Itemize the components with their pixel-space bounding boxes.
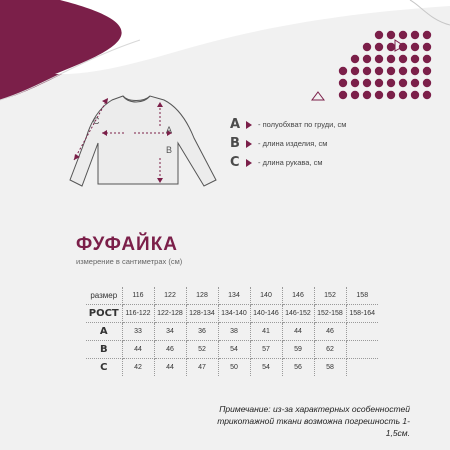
decorative-dot [363, 43, 371, 51]
table-cell: 54 [250, 359, 282, 377]
table-header-cell: 116 [122, 287, 154, 305]
product-subtitle: измерение в сантиметрах (см) [76, 257, 183, 266]
legend-row-b [230, 135, 346, 152]
table-cell: 47 [186, 359, 218, 377]
table-cell: 122-128 [154, 305, 186, 323]
decorative-dot [339, 79, 347, 87]
decorative-dot [375, 79, 383, 87]
table-cell: A [86, 323, 122, 341]
table-cell: 33 [122, 323, 154, 341]
legend-text: - полуобхват по груди, см [258, 120, 347, 129]
table-cell [346, 359, 378, 377]
decorative-dot [411, 43, 419, 51]
table-row [86, 323, 378, 341]
decorative-dot [399, 79, 407, 87]
garment-diagram [68, 88, 228, 198]
legend-arrow-icon [246, 159, 252, 167]
decorative-dot [423, 67, 431, 75]
decorative-dot [423, 55, 431, 63]
decorative-dot [423, 91, 431, 99]
legend-letter: B [230, 136, 240, 151]
legend-arrow-icon [246, 121, 252, 129]
diagram-label-a: A [166, 125, 173, 135]
table-cell: B [86, 341, 122, 359]
legend-arrow-icon [246, 140, 252, 148]
decorative-dot [351, 79, 359, 87]
table-cell: 146-152 [282, 305, 314, 323]
decorative-dot [423, 79, 431, 87]
table-row [86, 359, 378, 377]
legend-text: - длина изделия, см [258, 139, 328, 148]
decorative-dot [399, 91, 407, 99]
decorative-dot [363, 79, 371, 87]
legend-row-a [230, 116, 346, 133]
table-cell: 56 [282, 359, 314, 377]
note-line: трикотажной ткани возможна погрешность 1-1,5см. [217, 416, 410, 438]
decorative-dot [411, 55, 419, 63]
legend-letter: C [230, 155, 240, 170]
decorative-dot [375, 91, 383, 99]
decorative-dot [411, 79, 419, 87]
table-cell: 116-122 [122, 305, 154, 323]
decorative-dot [399, 31, 407, 39]
table-row [86, 305, 378, 323]
decorative-dot [411, 31, 419, 39]
legend-text: - длина рукава, см [258, 158, 323, 167]
table-cell: 46 [154, 341, 186, 359]
table-row [86, 341, 378, 359]
table-header-cell: 128 [186, 287, 218, 305]
decorative-dot [363, 67, 371, 75]
decorative-dot [387, 55, 395, 63]
table-cell: 152-158 [314, 305, 346, 323]
decorative-dot [387, 67, 395, 75]
decorative-dots [335, 28, 439, 102]
measurement-legend [230, 116, 346, 173]
table-cell: 134-140 [218, 305, 250, 323]
table-cell: 58 [314, 359, 346, 377]
decorative-dot [387, 43, 395, 51]
diagram-label-b: B [166, 145, 173, 155]
decorative-dot [411, 91, 419, 99]
table-cell: C [86, 359, 122, 377]
table-cell: 34 [154, 323, 186, 341]
decorative-dot [351, 91, 359, 99]
decorative-dot [411, 67, 419, 75]
decorative-dot [375, 31, 383, 39]
decorative-dot [387, 91, 395, 99]
table-header-cell: размер [86, 287, 122, 305]
decorative-dot [351, 67, 359, 75]
table-header-cell: 134 [218, 287, 250, 305]
table-cell: РОСТ [86, 305, 122, 323]
note-line: Примечание: из-за характерных особенностей [219, 404, 410, 414]
table-cell: 50 [218, 359, 250, 377]
table-header-cell: 152 [314, 287, 346, 305]
decorative-dot [351, 55, 359, 63]
decorative-dot [375, 67, 383, 75]
table-cell: 59 [282, 341, 314, 359]
table-cell: 44 [282, 323, 314, 341]
decorative-dot [399, 67, 407, 75]
decorative-dot [339, 67, 347, 75]
table-cell: 44 [122, 341, 154, 359]
decorative-dot [339, 91, 347, 99]
table-header-row [86, 287, 378, 305]
table-cell: 46 [314, 323, 346, 341]
product-title: ФУФАЙКА [76, 234, 179, 255]
legend-letter: A [230, 117, 241, 132]
table-cell: 54 [218, 341, 250, 359]
table-cell: 158-164 [346, 305, 378, 323]
decorative-dot [375, 55, 383, 63]
table-header-cell: 158 [346, 287, 378, 305]
size-table [86, 287, 378, 376]
table-header-cell: 146 [282, 287, 314, 305]
table-cell: 44 [154, 359, 186, 377]
table-cell: 38 [218, 323, 250, 341]
table-cell: 41 [250, 323, 282, 341]
table-header-cell: 122 [154, 287, 186, 305]
legend-row-c [230, 154, 346, 171]
decorative-dot [399, 43, 407, 51]
table-cell [346, 323, 378, 341]
table-cell: 36 [186, 323, 218, 341]
note-text [200, 403, 410, 439]
decorative-dot [423, 31, 431, 39]
table-cell: 52 [186, 341, 218, 359]
table-header-cell: 140 [250, 287, 282, 305]
decorative-dot [363, 55, 371, 63]
decorative-dot [423, 43, 431, 51]
diagram-label-c: C [93, 116, 100, 126]
table-cell: 42 [122, 359, 154, 377]
table-cell [346, 341, 378, 359]
decorative-dot [387, 31, 395, 39]
decorative-dot [399, 55, 407, 63]
decorative-dot [387, 79, 395, 87]
decorative-dot [363, 91, 371, 99]
decorative-dot [375, 43, 383, 51]
table-cell: 62 [314, 341, 346, 359]
table-cell: 57 [250, 341, 282, 359]
table-cell: 140-146 [250, 305, 282, 323]
table-cell: 128-134 [186, 305, 218, 323]
